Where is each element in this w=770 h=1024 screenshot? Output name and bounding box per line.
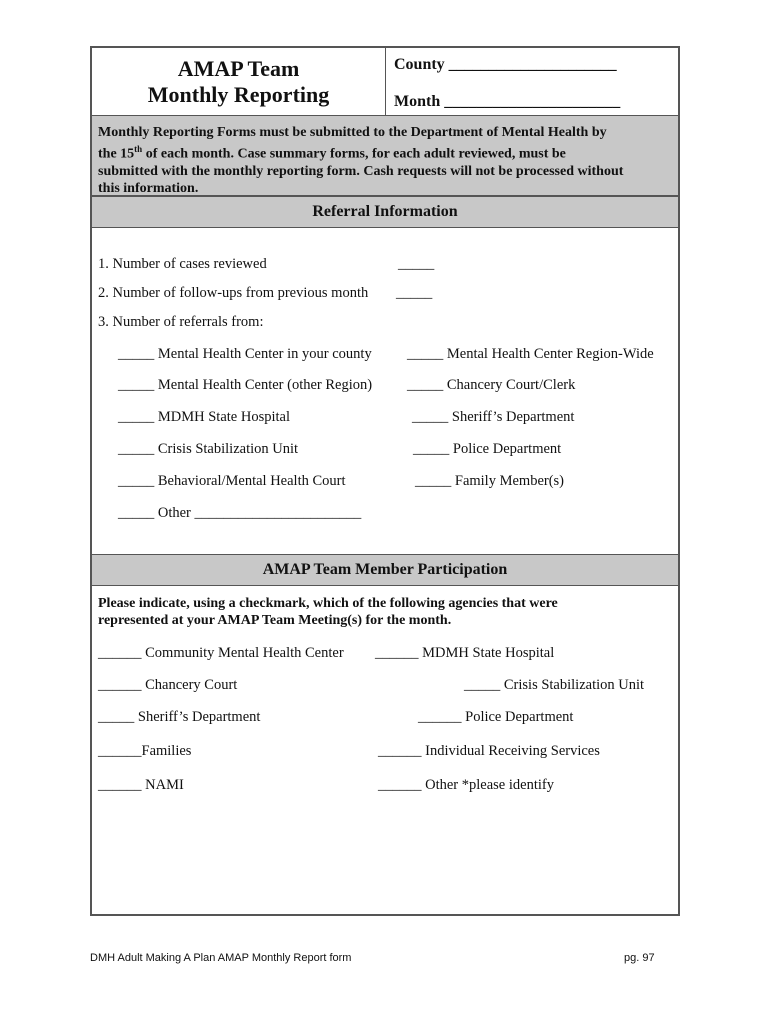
form-title-line2: Monthly Reporting [147, 82, 330, 107]
form-title [92, 48, 386, 116]
participation-heading: AMAP Team Member Participation [92, 554, 678, 586]
agency-item[interactable]: _____ Crisis Stabilization Unit [464, 677, 645, 693]
agency-item-other[interactable]: ______ Other *please identify [378, 777, 554, 793]
footer-form-name: DMH Adult Making A Plan AMAP Monthly Report form [90, 952, 352, 964]
cases-reviewed-blank[interactable]: _____ [398, 256, 435, 272]
footer-page-number: pg. 97 [624, 952, 655, 964]
participation-instructions-1: Please indicate, using a checkmark, which of the following agencies that were [98, 596, 558, 611]
notice-line-2-end: of each month. Case summary forms, for each adult reviewed, must be [142, 146, 566, 162]
follow-ups-label: 2. Number of follow-ups from previous month [98, 285, 369, 301]
month-field[interactable]: Month ______________________ [394, 93, 621, 110]
notice-superscript: th [134, 144, 143, 154]
notice-line-1: Monthly Reporting Forms must be submitted to the Department of Mental Health by [98, 125, 607, 140]
cases-reviewed-label: 1. Number of cases reviewed [98, 256, 267, 272]
notice-line-2-start: the 15 [98, 146, 135, 162]
report-form [90, 46, 680, 916]
referral-item-other[interactable]: _____ Other _______________________ [118, 505, 362, 521]
agency-item[interactable]: ______ Individual Receiving Services [378, 743, 600, 759]
referral-item[interactable]: _____ Mental Health Center Region-Wide [407, 346, 654, 362]
agency-item[interactable]: ______ NAMI [98, 777, 184, 793]
referral-item[interactable]: _____ Family Member(s) [415, 473, 565, 489]
participation-instructions-2: represented at your AMAP Team Meeting(s) for the month. [98, 613, 452, 628]
referral-item[interactable]: _____ Police Department [413, 441, 562, 457]
referral-item[interactable]: _____ Mental Health Center (other Region) [118, 377, 373, 393]
notice-line-3: submitted with the monthly reporting form. Cash requests will not be processed without [98, 163, 624, 179]
agency-item[interactable]: ______ Police Department [418, 709, 574, 725]
agency-item[interactable]: ______ Community Mental Health Center [98, 645, 344, 661]
referral-item[interactable]: _____ Mental Health Center in your county [118, 346, 372, 362]
follow-ups-blank[interactable]: _____ [396, 285, 433, 301]
submission-notice [92, 116, 678, 196]
agency-item[interactable]: ______Families [98, 743, 192, 759]
notice-line-2 [98, 141, 672, 163]
referral-item[interactable]: _____ Crisis Stabilization Unit [118, 441, 299, 457]
county-field[interactable]: County _____________________ [394, 56, 617, 73]
agency-item[interactable]: _____ Sheriff’s Department [98, 709, 261, 725]
referrals-from-label: 3. Number of referrals from: [98, 314, 264, 330]
agency-item[interactable]: ______ Chancery Court [98, 677, 238, 693]
notice-line-4: this information. [98, 180, 199, 196]
form-title-line1: AMAP Team [177, 56, 300, 81]
referral-item[interactable]: _____ Behavioral/Mental Health Court [118, 473, 346, 489]
referral-item[interactable]: _____ MDMH State Hospital [118, 409, 290, 425]
agency-item[interactable]: ______ MDMH State Hospital [375, 645, 555, 661]
referral-item[interactable]: _____ Sheriff’s Department [412, 409, 575, 425]
referral-heading: Referral Information [92, 196, 678, 228]
referral-item[interactable]: _____ Chancery Court/Clerk [407, 377, 576, 393]
county-month-box [386, 48, 678, 116]
